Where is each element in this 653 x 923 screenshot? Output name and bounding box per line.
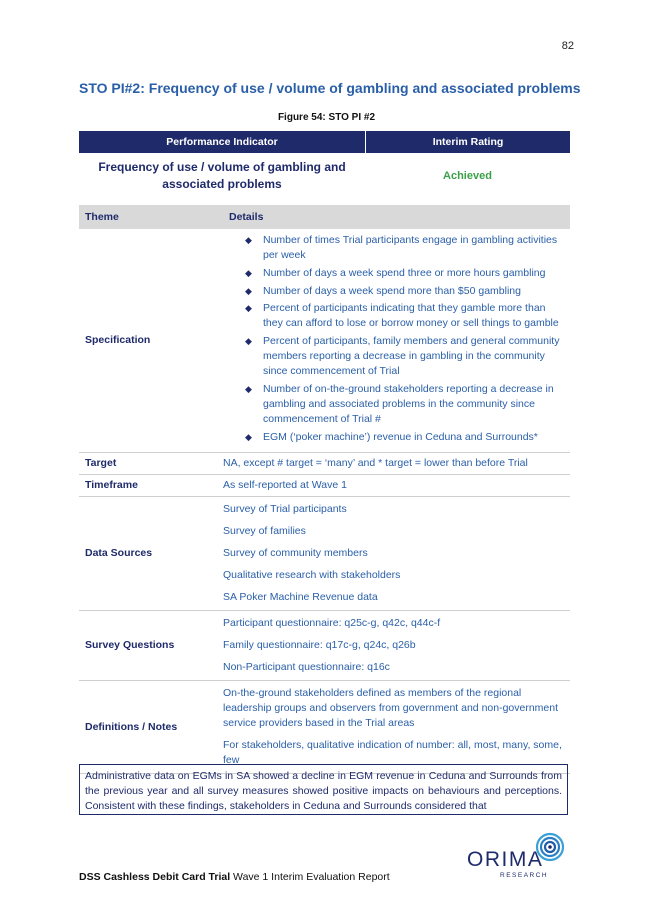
diamond-bullet-icon: ◆	[245, 285, 252, 296]
list-item-text: Number of on-the-ground stakeholders reporting a decrease in gambling and associated problems in the community since commencement of Trial #	[263, 382, 554, 425]
list-item	[245, 284, 564, 299]
list-item	[245, 430, 564, 445]
list-item-text: EGM (‘poker machine’) revenue in Ceduna and Surrounds*	[263, 430, 538, 443]
details-line: Qualitative research with stakeholders	[223, 568, 401, 581]
specification-list	[223, 233, 564, 445]
performance-table	[79, 131, 570, 774]
details-header-theme: Theme	[85, 211, 119, 223]
list-item	[245, 266, 564, 281]
details-header-row	[79, 205, 570, 229]
details-line: Survey of families	[223, 524, 306, 537]
logo-sub: RESEARCH	[500, 872, 549, 879]
footer-report-title	[79, 871, 390, 883]
pi-header-rating: Interim Rating	[432, 136, 504, 148]
list-item-text: Number of days a week spend three or more hours gambling	[263, 266, 546, 279]
diamond-bullet-icon: ◆	[245, 303, 252, 314]
row-specification	[79, 229, 570, 453]
pi-indicator-name	[79, 153, 365, 199]
details-line: SA Poker Machine Revenue data	[223, 590, 378, 603]
row-target	[79, 453, 570, 475]
list-item	[245, 301, 564, 331]
figure-caption: Figure 54: STO PI #2	[277, 112, 376, 123]
list-item	[245, 233, 564, 263]
pi-indicator-line1: Frequency of use / volume of gambling and	[98, 159, 346, 174]
list-item-text: Number of days a week spend more than $50 gambling	[263, 284, 521, 297]
theme-cell: Target	[85, 457, 117, 470]
theme-cell: Timeframe	[85, 479, 138, 492]
list-item-text: Percent of participants, family members and general community members reporting a decrease in gambling in the community since commencement of Trial	[263, 335, 560, 378]
diamond-bullet-icon: ◆	[245, 336, 252, 347]
row-survey-questions	[79, 611, 570, 681]
theme-cell: Survey Questions	[85, 639, 175, 652]
theme-cell: Data Sources	[85, 547, 153, 560]
diamond-bullet-icon: ◆	[245, 267, 252, 278]
footer-rest-title: Wave 1 Interim Evaluation Report	[230, 871, 390, 883]
row-definitions-notes	[79, 681, 570, 774]
details-cell	[223, 681, 570, 773]
page-number: 82	[561, 40, 574, 52]
details-line: For stakeholders, qualitative indication of number: all, most, many, some, few	[223, 738, 562, 766]
details-line: Participant questionnaire: q25c-g, q42c, q44c-f	[223, 616, 441, 629]
row-timeframe	[79, 475, 570, 497]
list-item	[245, 334, 564, 379]
details-line: Survey of Trial participants	[223, 502, 347, 515]
details-header-details: Details	[229, 211, 264, 223]
details-cell	[223, 453, 570, 474]
diamond-bullet-icon: ◆	[245, 383, 252, 394]
details-line: Survey of community members	[223, 546, 368, 559]
details-line: Non-Participant questionnaire: q16c	[223, 660, 390, 673]
pi-indicator-line2: associated problems	[162, 177, 282, 191]
orima-logo	[466, 832, 576, 882]
footer-bold-title: DSS Cashless Debit Card Trial	[79, 871, 231, 883]
pi-header-indicator: Performance Indicator	[79, 131, 366, 153]
theme-cell: Specification	[85, 334, 151, 347]
details-line: Family questionnaire: q17c-g, q24c, q26b	[223, 638, 416, 651]
theme-cell: Definitions / Notes	[85, 720, 178, 733]
summary-box: Administrative data on EGMs in SA showed a decline in EGM revenue in Ceduna and Surrounds from the previous year and all survey measures showed positive impacts on behaviours and perceptions. Consistent with these findings, stakeholders in Ceduna and Surrounds considered that	[79, 764, 568, 815]
details-cell	[223, 475, 570, 496]
details-line: As self-reported at Wave 1	[223, 478, 347, 491]
logo-word: ORIMA	[467, 848, 544, 871]
section-title: STO PI#2: Frequency of use / volume of gambling and associated problems	[79, 80, 581, 96]
pi-row	[79, 153, 570, 199]
diamond-bullet-icon: ◆	[245, 431, 252, 442]
row-data-sources	[79, 497, 570, 611]
pi-header-row	[79, 131, 570, 153]
details-cell	[223, 229, 570, 452]
list-item	[245, 382, 564, 427]
details-cell	[223, 611, 570, 680]
details-line: On-the-ground stakeholders defined as members of the regional leadership groups and observers from government and non-government service providers based in the Trial areas	[223, 686, 559, 729]
list-item-text: Number of times Trial participants engage in gambling activities per week	[263, 234, 558, 261]
details-line: NA, except # target = ‘many’ and * target = lower than before Trial	[223, 456, 528, 469]
pi-rating-value: Achieved	[443, 170, 492, 182]
details-cell	[223, 497, 570, 610]
list-item-text: Percent of participants indicating that they gamble more than they can afford to lose or borrow money or sell things to gamble	[263, 302, 559, 330]
diamond-bullet-icon: ◆	[245, 235, 252, 245]
